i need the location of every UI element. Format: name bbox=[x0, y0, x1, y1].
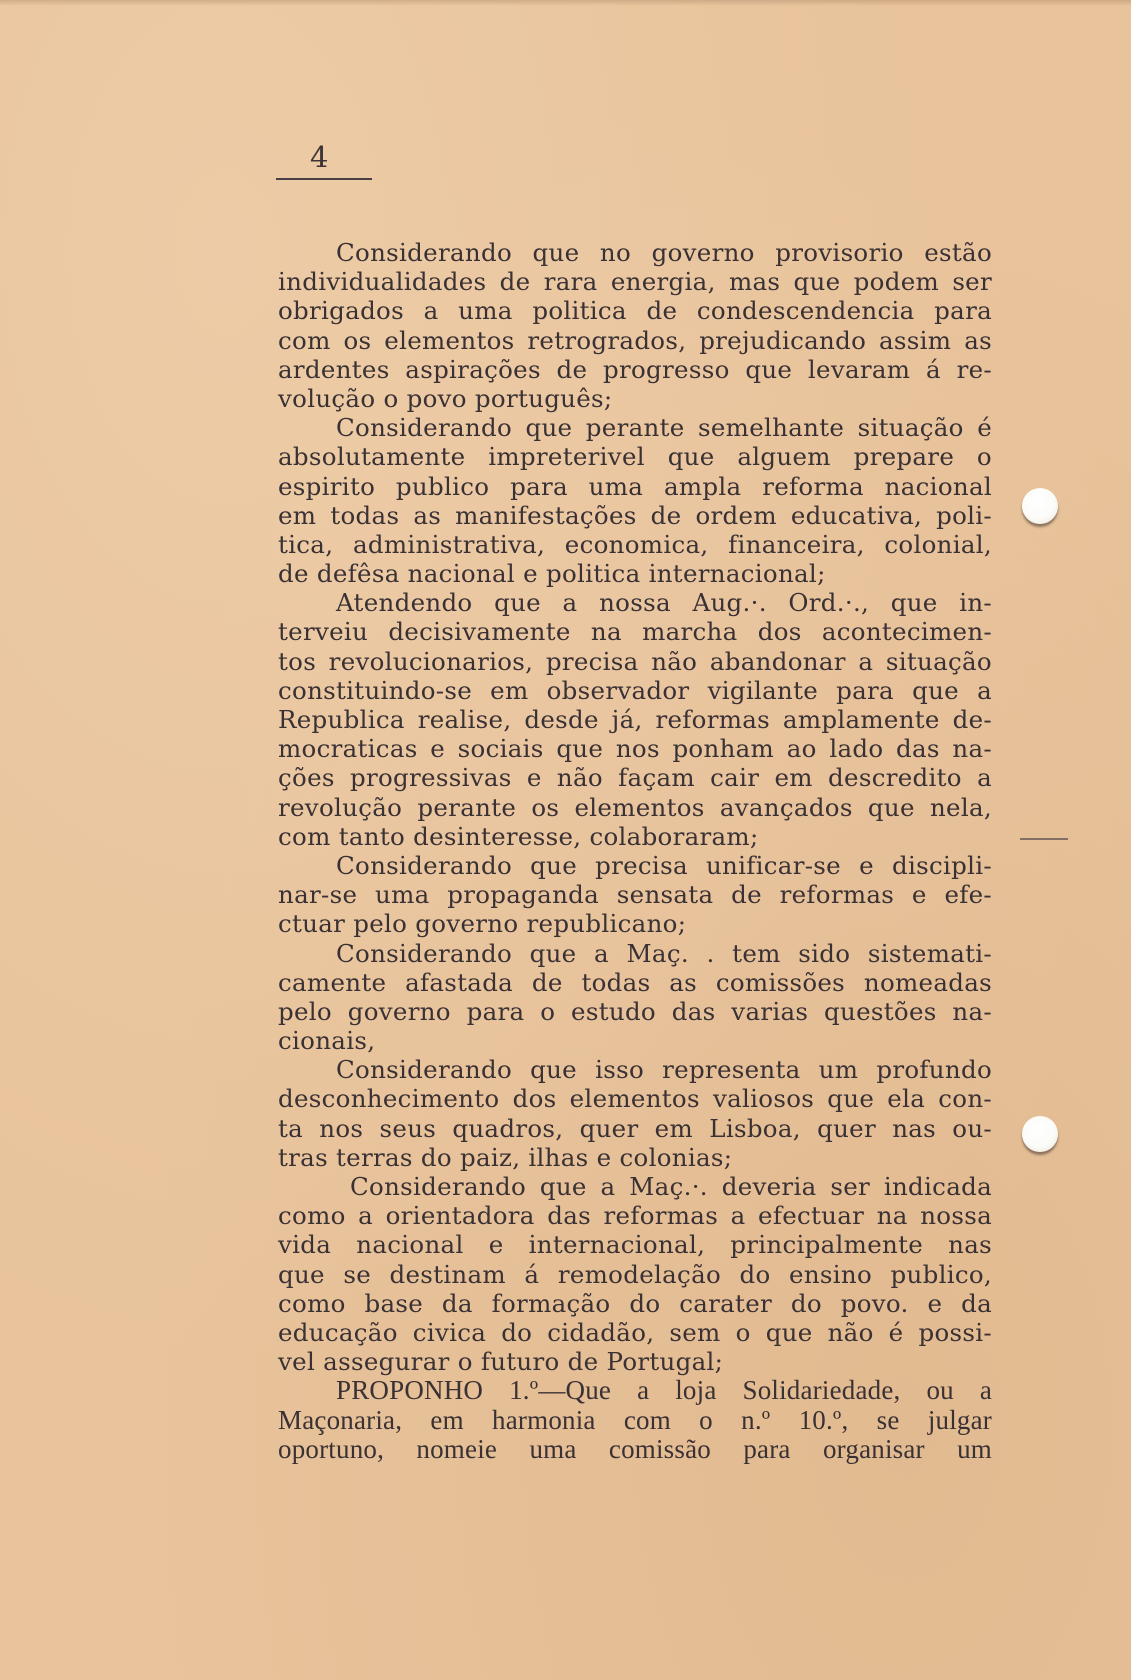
text-line: oportuno, nomeie uma comissão para organisar um bbox=[278, 1433, 992, 1464]
text-line: mocraticas e sociais que nos ponham ao lado das na- bbox=[278, 734, 992, 764]
text-line: ta nos seus quadros, quer em Lisboa, quer nas ou- bbox=[278, 1113, 992, 1143]
text-line: como base da formação do carater do povo. e da bbox=[278, 1288, 992, 1318]
text-line: em todas as manifestações de ordem educativa, poli- bbox=[278, 500, 992, 530]
page-top-edge bbox=[0, 0, 1131, 6]
text-line: Considerando que a Maç. . tem sido sistemati- bbox=[336, 938, 992, 968]
text-line: ctuar pelo governo republicano; bbox=[278, 909, 687, 939]
text-line: que se destinam á remodelação do ensino publico, bbox=[278, 1259, 992, 1289]
text-line: com os elementos retrogrados, prejudicando assim as bbox=[278, 325, 992, 355]
text-line: como a orientadora das reformas a efectuar na nossa bbox=[278, 1201, 992, 1231]
paragraph-7 bbox=[278, 1172, 992, 1376]
text-line: revolução perante os elementos avançados que nela, bbox=[278, 792, 992, 822]
text-line: educação civica do cidadão, sem o que não é possi- bbox=[278, 1317, 992, 1347]
text-line: vel assegurar o futuro de Portugal; bbox=[278, 1347, 724, 1377]
paragraph-1 bbox=[278, 238, 992, 413]
text-line: cionais, bbox=[278, 1026, 376, 1056]
text-line: ardentes aspirações de progresso que levaram á re- bbox=[278, 354, 992, 384]
page-number-rule bbox=[276, 178, 372, 180]
text-line: espirito publico para uma ampla reforma nacional bbox=[278, 471, 992, 501]
text-line: com tanto desinteresse, colaboraram; bbox=[278, 821, 759, 851]
text-line: desconhecimento dos elementos valiosos que ela con- bbox=[278, 1084, 992, 1114]
text-line: de defêsa nacional e politica internacional; bbox=[278, 559, 826, 589]
text-line: camente afastada de todas as comissões nomeadas bbox=[278, 967, 992, 997]
text-line: absolutamente impreterivel que alguem prepare o bbox=[278, 442, 992, 472]
text-line: tica, administrativa, economica, financeira, colonial, bbox=[278, 529, 992, 559]
text-line: vida nacional e internacional, principalmente nas bbox=[278, 1230, 992, 1260]
text-line: PROPONHO 1.º—Que a loja Solidariedade, ou a bbox=[336, 1375, 992, 1406]
text-line: Republica realise, desde já, reformas amplamente de- bbox=[278, 705, 992, 734]
paragraph-3 bbox=[278, 588, 992, 851]
margin-mark bbox=[1020, 838, 1068, 840]
text-line: Considerando que isso representa um profundo bbox=[336, 1055, 992, 1085]
text-line: ções progressivas e não façam cair em descredito a bbox=[278, 763, 992, 793]
paragraph-8 bbox=[278, 1376, 992, 1464]
text-line: nar-se uma propaganda sensata de reformas e efe- bbox=[278, 880, 992, 910]
paragraph-4 bbox=[278, 851, 992, 939]
text-line: constituindo-se em observador vigilante para que a bbox=[278, 675, 992, 705]
punch-hole-upper bbox=[1022, 488, 1058, 524]
text-line: Considerando que no governo provisorio estão bbox=[336, 238, 992, 267]
text-line: Considerando que a Maç.·. deveria ser indicada bbox=[350, 1172, 992, 1201]
page-number: 4 bbox=[310, 140, 329, 174]
paragraph-6 bbox=[278, 1055, 992, 1172]
text-line: terveiu decisivamente na marcha dos acontecimen- bbox=[278, 617, 992, 647]
text-line: obrigados a uma politica de condescendencia para bbox=[278, 296, 992, 326]
text-line: volução o povo português; bbox=[278, 383, 613, 413]
paragraph-2 bbox=[278, 413, 992, 588]
text-line: tras terras do paiz, ilhas e colonias; bbox=[278, 1142, 733, 1172]
text-line: pelo governo para o estudo das varias questões na- bbox=[278, 996, 992, 1026]
text-line: Considerando que perante semelhante situação é bbox=[336, 413, 992, 443]
document-body bbox=[278, 238, 992, 1464]
punch-hole-lower bbox=[1022, 1116, 1058, 1152]
text-line: Considerando que precisa unificar-se e discipli- bbox=[336, 850, 992, 880]
text-line: tos revolucionarios, precisa não abandonar a situação bbox=[278, 646, 992, 676]
paragraph-5 bbox=[278, 939, 992, 1056]
text-line: Atendendo que a nossa Aug.·. Ord.·., que in- bbox=[336, 588, 992, 618]
text-line: Maçonaria, em harmonia com o n.º 10.º, se julgar bbox=[278, 1404, 992, 1435]
text-line: individualidades de rara energia, mas que podem ser bbox=[278, 267, 992, 297]
